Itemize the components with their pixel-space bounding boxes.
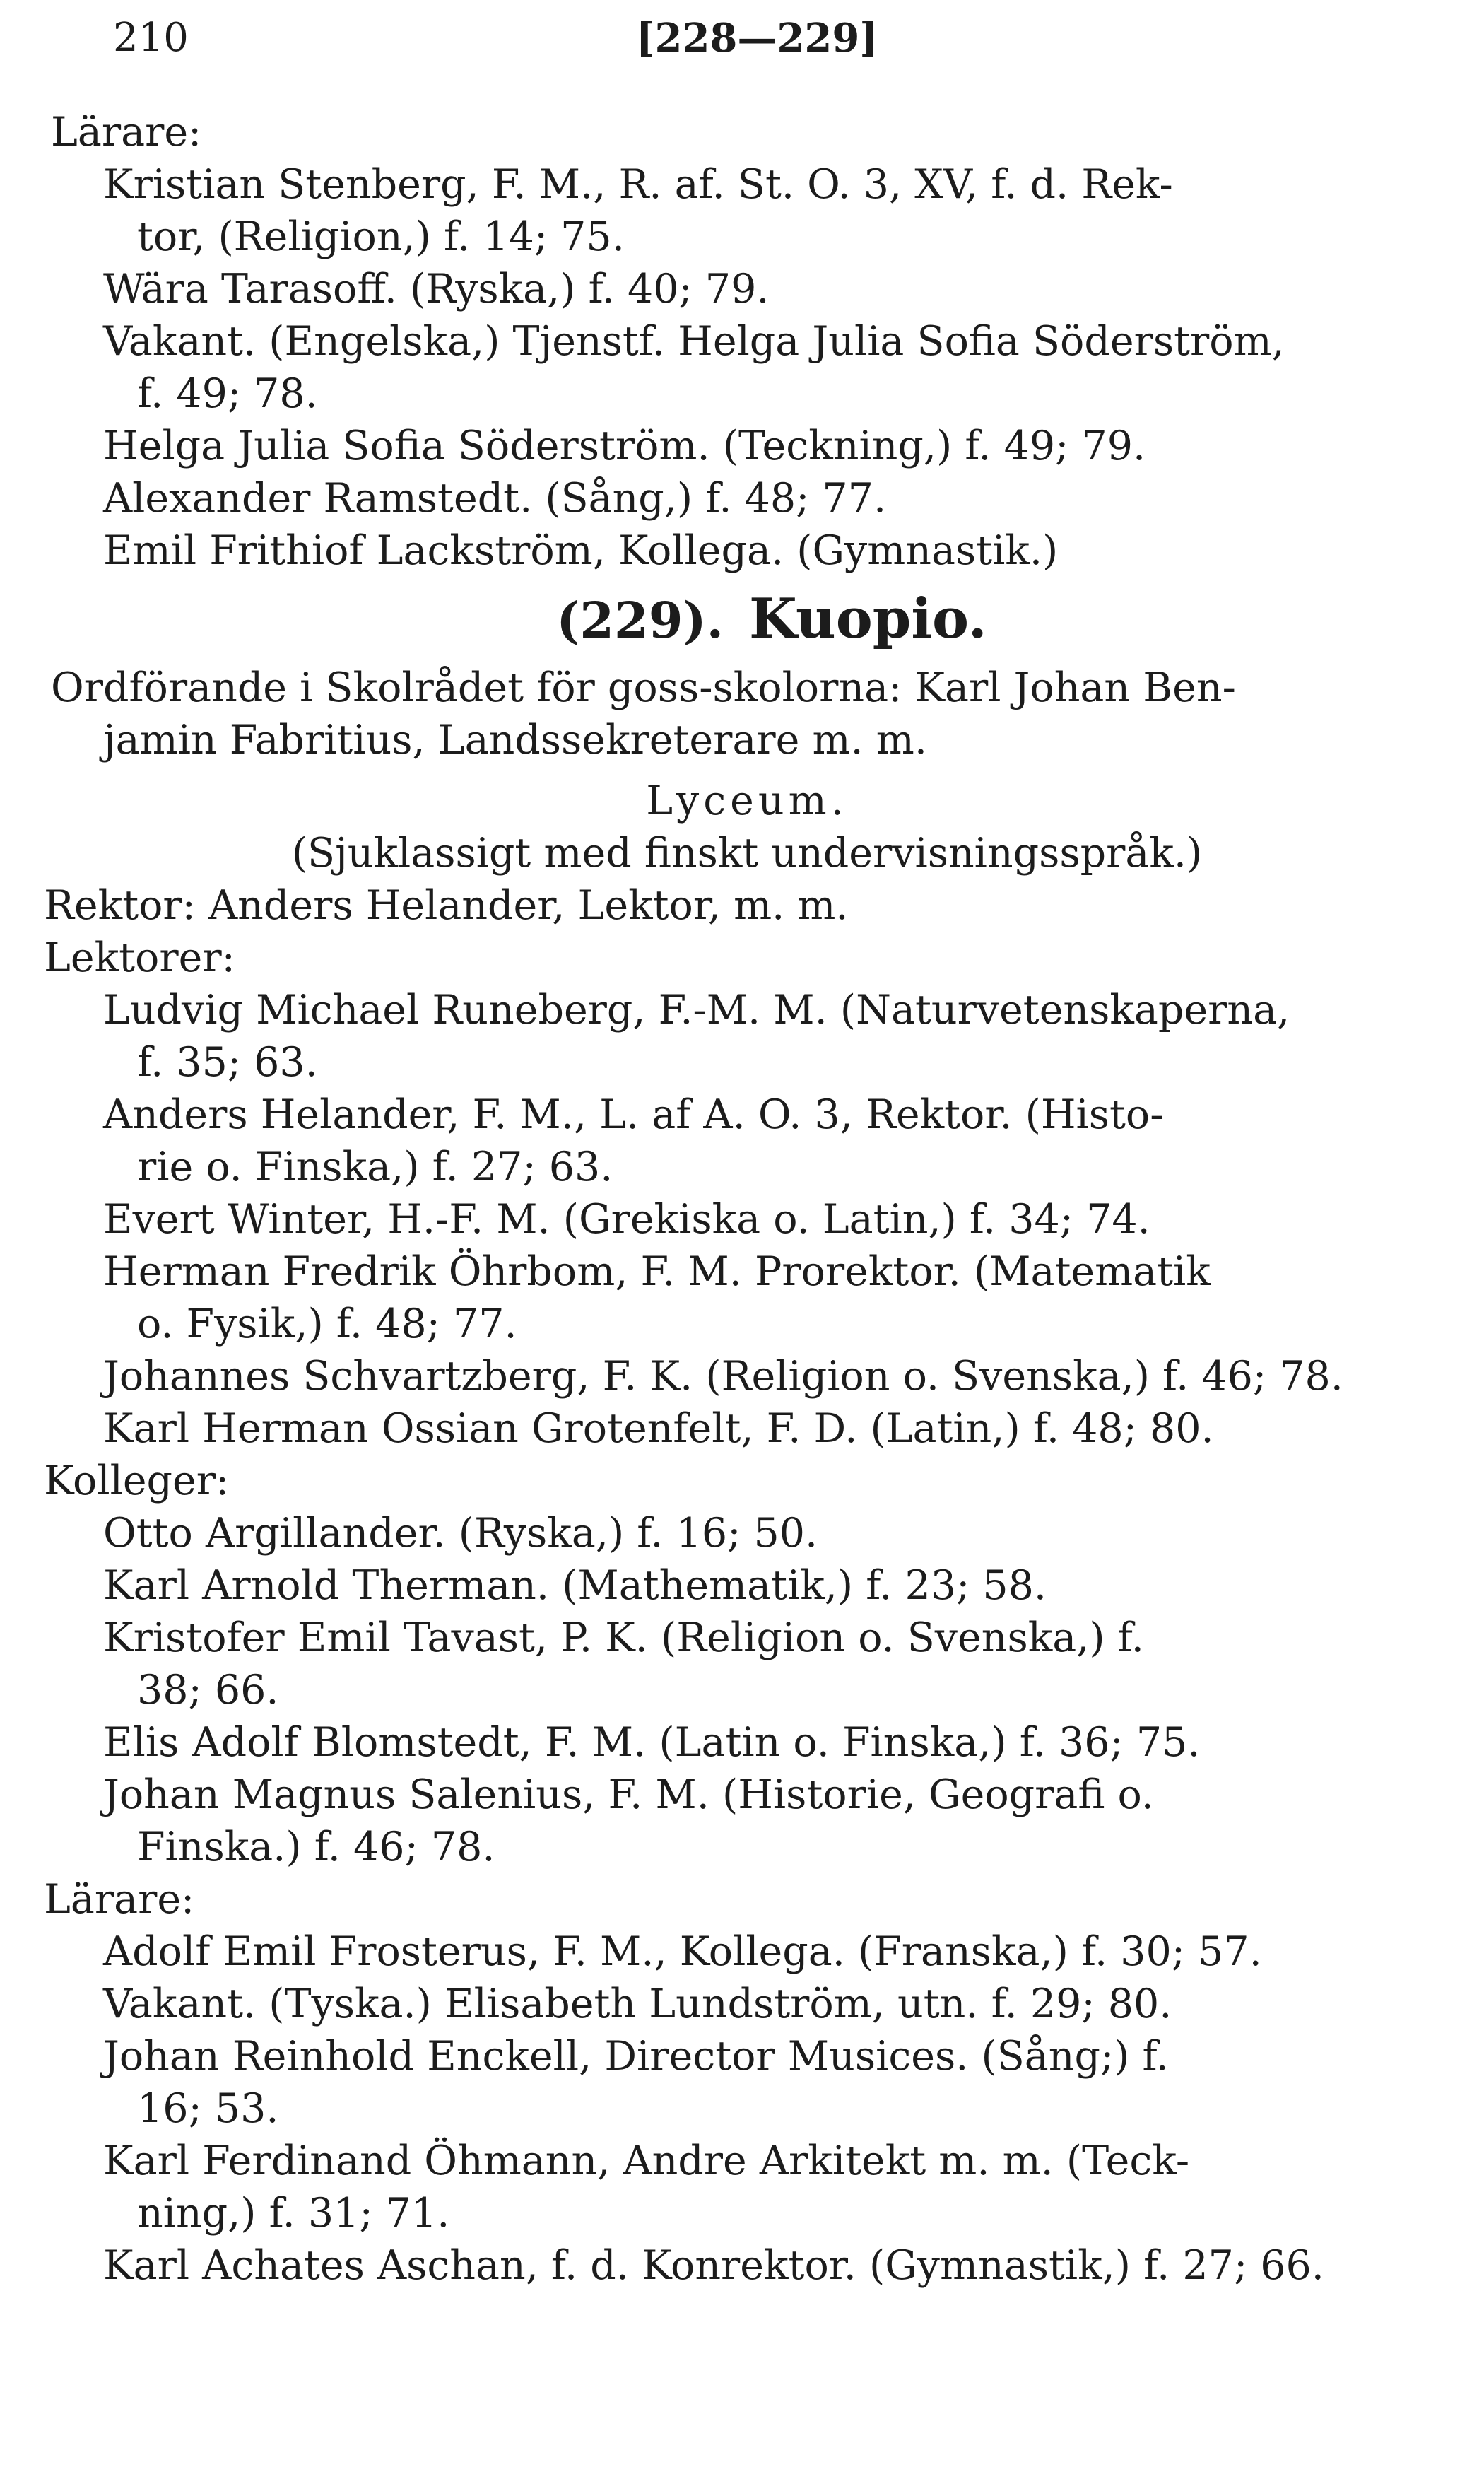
entry-line-cont: Finska.) f. 46; 78. bbox=[137, 1824, 495, 1870]
page-header bbox=[0, 10, 1484, 66]
entry-line: Helga Julia Sofia Söderström. (Teckning,) f. 49; 79. bbox=[103, 423, 1146, 469]
entry-prev-4 bbox=[44, 472, 1450, 525]
kollega-entry-1 bbox=[44, 1559, 1450, 1612]
kollega-entry-3 bbox=[44, 1716, 1450, 1769]
entry-prev-0 bbox=[44, 158, 1450, 263]
lektor-entry-0 bbox=[44, 984, 1450, 1089]
larare-entry-0 bbox=[44, 1926, 1450, 1978]
entry-line-cont: ning,) f. 31; 71. bbox=[137, 2190, 450, 2237]
entry-line: Emil Frithiof Lackström, Kollega. (Gymnastik.) bbox=[103, 527, 1059, 574]
entry-line: Evert Winter, H.-F. M. (Grekiska o. Latin,) f. 34; 74. bbox=[103, 1196, 1150, 1243]
lektorer-label: Lektorer: bbox=[44, 934, 235, 981]
board-line-2: jamin Fabritius, Landssekreterare m. m. bbox=[103, 717, 927, 763]
kollega-entry-2 bbox=[44, 1612, 1450, 1716]
kolleger-label: Kolleger: bbox=[44, 1458, 230, 1504]
entry-line: Kristofer Emil Tavast, P. K. (Religion o. Svenska,) f. bbox=[103, 1615, 1144, 1661]
entry-prev-5 bbox=[44, 525, 1450, 577]
section-heading bbox=[44, 577, 1450, 662]
entry-line-cont: rie o. Finska,) f. 27; 63. bbox=[137, 1144, 613, 1190]
school-note: (Sjuklassigt med finskt undervisningsspråk.) bbox=[291, 830, 1203, 877]
entry-line: Alexander Ramstedt. (Sång,) f. 48; 77. bbox=[103, 475, 887, 522]
larare-entry-1 bbox=[44, 1978, 1450, 2030]
entry-line: Kristian Stenberg, F. M., R. af. St. O. 3, XV, f. d. Rek- bbox=[103, 161, 1173, 208]
lektor-entry-4 bbox=[44, 1350, 1450, 1402]
entry-line: Anders Helander, F. M., L. af A. O. 3, Rektor. (Histo- bbox=[103, 1091, 1164, 1138]
entry-line: Otto Argillander. (Ryska,) f. 16; 50. bbox=[103, 1510, 818, 1557]
entry-line: Karl Ferdinand Öhmann, Andre Arkitekt m. m. (Teck- bbox=[103, 2138, 1190, 2184]
entry-line: Vakant. (Engelska,) Tjenstf. Helga Julia Sofia Söderström, bbox=[103, 318, 1285, 365]
larare-label-prev: Lärare: bbox=[51, 109, 202, 156]
kollega-entry-0 bbox=[44, 1507, 1450, 1559]
larare-entry-3 bbox=[44, 2135, 1450, 2239]
entry-line-cont: f. 35; 63. bbox=[137, 1039, 318, 1086]
page-content bbox=[44, 106, 1450, 2292]
larare-label: Lärare: bbox=[44, 1876, 195, 1923]
entry-line: Karl Arnold Therman. (Mathematik,) f. 23; 58. bbox=[103, 1562, 1047, 1609]
entry-line: Adolf Emil Frosterus, F. M., Kollega. (Franska,) f. 30; 57. bbox=[103, 1928, 1262, 1975]
board-line-1: Ordförande i Skolrådet för goss-skolorna: Karl Johan Ben- bbox=[51, 664, 1236, 711]
page-number: 210 bbox=[113, 15, 189, 61]
spacer bbox=[44, 766, 1450, 775]
entry-prev-1 bbox=[44, 263, 1450, 315]
larare-entry-2 bbox=[44, 2030, 1450, 2135]
section-name: Kuopio. bbox=[748, 587, 987, 651]
larare-entry-4 bbox=[44, 2239, 1450, 2292]
page-range: [228—229] bbox=[636, 15, 878, 61]
entry-line-cont: 38; 66. bbox=[137, 1667, 279, 1713]
lektor-entry-3 bbox=[44, 1246, 1450, 1350]
school-title: Lyceum. bbox=[646, 778, 848, 824]
lektor-entry-5 bbox=[44, 1402, 1450, 1455]
entry-line-cont: 16; 53. bbox=[137, 2085, 279, 2132]
lektor-entry-2 bbox=[44, 1193, 1450, 1246]
entry-line: Karl Achates Aschan, f. d. Konrektor. (Gymnastik,) f. 27; 66. bbox=[103, 2242, 1324, 2289]
entry-line: Herman Fredrik Öhrbom, F. M. Prorektor. (Matematik bbox=[103, 1248, 1211, 1295]
rektor-line: Rektor: Anders Helander, Lektor, m. m. bbox=[44, 882, 849, 929]
entry-line: Johan Reinhold Enckell, Director Musices. (Sång;) f. bbox=[103, 2033, 1169, 2080]
entry-line: Ludvig Michael Runeberg, F.-M. M. (Naturvetenskaperna, bbox=[103, 987, 1290, 1033]
entry-line: Johan Magnus Salenius, F. M. (Historie, Geografi o. bbox=[103, 1771, 1154, 1818]
entry-line-cont: tor, (Religion,) f. 14; 75. bbox=[137, 213, 625, 260]
entry-line: Wära Tarasoff. (Ryska,) f. 40; 79. bbox=[103, 266, 770, 312]
entry-line: Karl Herman Ossian Grotenfelt, F. D. (Latin,) f. 48; 80. bbox=[103, 1405, 1214, 1452]
entry-line-cont: f. 49; 78. bbox=[137, 370, 318, 417]
section-number: (229). bbox=[556, 591, 724, 650]
kollega-entry-4 bbox=[44, 1769, 1450, 1873]
entry-line: Elis Adolf Blomstedt, F. M. (Latin o. Finska,) f. 36; 75. bbox=[103, 1719, 1201, 1766]
entry-prev-2 bbox=[44, 315, 1450, 420]
lektor-entry-1 bbox=[44, 1089, 1450, 1193]
entry-line: Vakant. (Tyska.) Elisabeth Lundström, utn. f. 29; 80. bbox=[103, 1981, 1172, 2027]
entry-line: Johannes Schvartzberg, F. K. (Religion o. Svenska,) f. 46; 78. bbox=[103, 1353, 1343, 1400]
entry-prev-3 bbox=[44, 420, 1450, 472]
entry-line-cont: o. Fysik,) f. 48; 77. bbox=[137, 1301, 517, 1347]
